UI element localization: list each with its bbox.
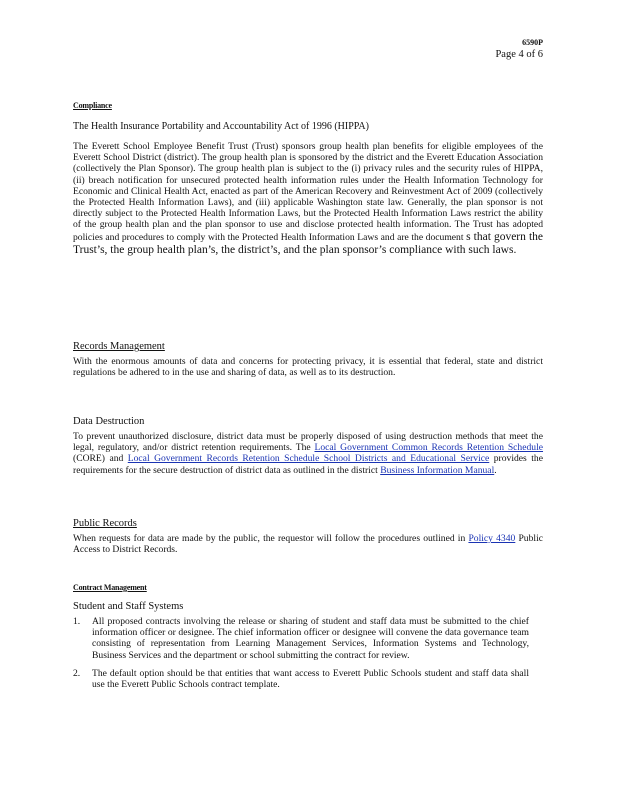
- hippa-title: The Health Insurance Portability and Accountability Act of 1996 (HIPPA): [73, 121, 369, 132]
- school-schedule-link[interactable]: Local Government Records Retention Schedule School Districts and Educational Service: [127, 453, 490, 465]
- policy-4340-link[interactable]: Policy 4340: [468, 533, 516, 544]
- list-number: 2.: [73, 667, 81, 679]
- contract-list: [73, 616, 529, 690]
- public-records-paragraph: [73, 533, 543, 555]
- list-number: 1.: [73, 616, 81, 627]
- list-item: [73, 668, 529, 690]
- hippa-body: The Everett School Employee Benefit Trust (Trust) sponsors group health plan benefits for eligible employees of the Everett School District (district). The group health plan is sponsored by the district and the Everett Education Association (collectively the Plan Sponsor). The group health plan is subject to the (i) privacy rules and the security rules of HIPPA, (ii) breach notification for unsecured protected health information rules under the Health Information Technology for Economic and Clinical Health Act, enacted as part of the American Recovery and Reinvestment Act of 2009 (collectively the Protected Health Information Laws), and (iii) applicable Washington state law. Generally, the plan sponsor is not directly subject to the Protected Health Information Laws, but the Protected Health Information Laws restrict the ability of the group health plan and the plan sponsor to use and disclose protected health information. The Trust has adopted policies and procedures to comply with the Protected Health Information Laws and are the document: [73, 141, 543, 243]
- contract-heading: Contract Management: [73, 583, 147, 592]
- public-records-section: [73, 513, 543, 531]
- records-heading: Records Management: [73, 341, 165, 352]
- destruction-body-3: provides the requirements for the secure destruction of district data as outlined in the district: [73, 453, 543, 476]
- business-manual-link[interactable]: Business Information Manual: [380, 464, 495, 476]
- policy-code: 6590P: [522, 38, 543, 47]
- public-records-heading: Public Records: [73, 518, 137, 529]
- records-paragraph: [73, 356, 543, 378]
- page-header: [495, 38, 543, 61]
- public-records-body-1: When requests for data are made by the public, the requestor will follow the procedures outlined in: [73, 533, 466, 544]
- records-body: With the enormous amounts of data and concerns for protecting privacy, it is essential that federal, state and district regulations be adhered to in the use and sharing of data, as well as to its destruction.: [73, 356, 543, 379]
- page-number: Page 4 of 6: [495, 49, 543, 60]
- destruction-body-2: (CORE) and: [73, 453, 124, 465]
- systems-heading: Student and Staff Systems: [73, 601, 184, 612]
- list-item: [73, 616, 529, 661]
- records-section: [73, 336, 543, 354]
- compliance-heading: Compliance: [73, 101, 112, 110]
- destruction-body-1: To prevent unauthorized disclosure, district data must be properly disposed of using destruction methods that meet the legal, regulatory, and/or district retention requirements. The: [73, 431, 543, 454]
- systems-subsection: [73, 596, 543, 614]
- contract-section: [73, 577, 543, 595]
- hippa-block: [73, 121, 543, 132]
- core-schedule-link[interactable]: Local Government Common Records Retention Schedule: [314, 442, 544, 454]
- destruction-body-4: .: [494, 464, 497, 476]
- destruction-section: [73, 411, 543, 429]
- hippa-paragraph: [73, 141, 543, 257]
- destruction-paragraph: [73, 431, 543, 476]
- public-records-body-2: Public Access to District Records.: [73, 533, 543, 556]
- list-text: All proposed contracts involving the release or sharing of student and staff data must be submitted to the chief information officer or designee. The chief information officer or designee will convene the data governance team consisting of representation from Learning Management Services, Information Systems and Technology, Business Services and the department or school submitting the contract for review.: [92, 616, 529, 661]
- destruction-heading: Data Destruction: [73, 416, 145, 427]
- compliance-section: [73, 95, 543, 113]
- list-text: The default option should be that entities that want access to Everett Public Schools student and staff data shall use the Everett Public Schools contract template.: [92, 667, 529, 691]
- hippa-body-tail: s that govern the Trust’s, the group health plan’s, the district’s, and the plan sponsor’s compliance with such laws.: [73, 230, 543, 256]
